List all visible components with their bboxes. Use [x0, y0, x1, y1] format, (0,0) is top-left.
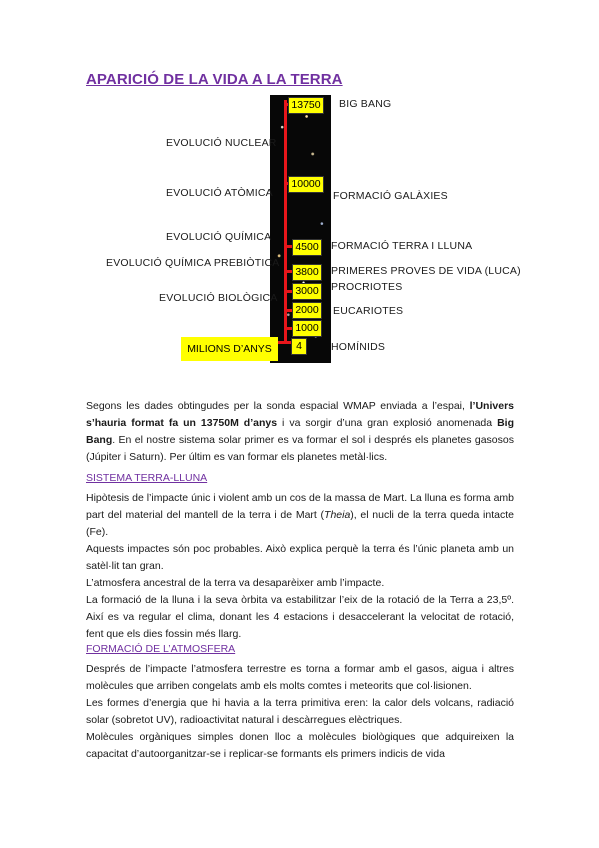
label-evolucio-nuclear: EVOLUCIÓ NUCLEAR [166, 137, 277, 149]
timeline-tick [284, 270, 292, 273]
label-formacio-terra-lluna: FORMACIÓ TERRA I LLUNA [331, 240, 473, 252]
intro-text: . En el nostre sistema solar primer es va formar el sol i després els planetes gasosos (Júpiter i Saturn). Per últim es van formar els planetes metàl·lics. [86, 434, 514, 463]
label-hominids: HOMÍNIDS [331, 341, 386, 353]
intro-text: i va sorgir d’una gran explosió anomenada [277, 417, 498, 429]
paragraph: Les formes d’energia que hi havia a la terra primitiva eren: la calor dels volcans, radiació solar (sobretot UV), radioactivitat natural i descàrregues elèctriques. [86, 697, 514, 726]
section-heading-terra-lluna: SISTEMA TERRA-LLUNA [86, 472, 208, 484]
year-box-2000: 2000 [292, 302, 322, 319]
year-box-4: 4 [291, 338, 307, 355]
intro-bold-text: l’Univers s’hauria format fa un 13750M d’anys [86, 400, 514, 429]
timeline-axis [284, 100, 287, 343]
paragraph: Molècules orgàniques simples donen lloc a molècules biològiques que adquireixen la capacitat d’autoorganitzar-se i replicar-se formants els primers indicis de vida [86, 731, 514, 760]
timeline-tick [284, 327, 292, 330]
label-procriotes: PROCRIOTES [331, 281, 403, 293]
label-evolucio-atomica: EVOLUCIÓ ATÒMICA [166, 187, 273, 199]
paragraph: La formació de la lluna i la seva òrbita va estabilitzar l’eix de la rotació de la Terra a 23,5º. Així es va regular el clima, donant les 4 estacions i desaccelerant la velocitat de rotació, fent que els dies fossin més llarg. [86, 594, 514, 640]
text: Hipòtesis de l’impacte únic i violent amb un cos de la massa de Mart. La lluna es forma amb part del material del mantell de la terra i de Mart ( [86, 492, 514, 521]
section-atmosfera-body [86, 661, 514, 763]
intro-text: Segons les dades obtingudes per la sonda espacial WMAP enviada a l’espai, [86, 400, 470, 412]
timeline-tick [284, 309, 292, 312]
section-terra-lluna-body [86, 490, 514, 643]
page-title: APARICIÓ DE LA VIDA A LA TERRA [86, 71, 343, 88]
label-evolucio-biologica: EVOLUCIÓ BIOLÒGICA [159, 292, 278, 304]
timeline-tick [284, 290, 292, 293]
year-box-10000: 10000 [288, 176, 324, 193]
year-box-13750: 13750 [288, 97, 324, 114]
text: ), el nucli de la terra queda intacte (Fe). [86, 509, 514, 538]
year-box-3800: 3800 [292, 264, 322, 281]
paragraph: Després de l’impacte l’atmosfera terrestre es torna a formar amb el gasos, aigua i altres molècules que arriben congelats amb els molts comtes i meteorits que col·lisionen. [86, 663, 514, 692]
timeline-diagram [0, 0, 599, 380]
label-eucariotes: EUCARIOTES [333, 305, 404, 317]
label-formacio-galaxies: FORMACIÓ GALÀXIES [333, 190, 448, 202]
label-primeres-proves: PRIMERES PROVES DE VIDA (LUCA) [331, 265, 521, 277]
paragraph: L’atmosfera ancestral de la terra va desaparèixer amb l’impacte. [86, 577, 385, 589]
paragraph: Aquests impactes són poc probables. Això explica perquè la terra és l’únic planeta amb un satèl·lit tan gran. [86, 543, 514, 572]
italic-text: Theia [324, 509, 351, 521]
units-label: MILIONS D’ANYS [181, 337, 278, 361]
section-heading-atmosfera: FORMACIÓ DE L’ATMOSFERA [86, 643, 236, 655]
year-box-4500: 4500 [292, 239, 322, 256]
label-evolucio-quimica: EVOLUCIÓ QUÍMICA [166, 231, 272, 243]
timeline-tick [284, 245, 292, 248]
label-big-bang: BIG BANG [339, 98, 392, 110]
label-evolucio-prebiotica: EVOLUCIÓ QUÍMICA PREBIÒTICA [106, 257, 280, 269]
year-box-1000: 1000 [292, 320, 322, 337]
paragraph [86, 490, 514, 541]
intro-bold-text: Big Bang [86, 417, 514, 446]
year-box-3000: 3000 [292, 283, 322, 300]
intro-paragraph [86, 398, 514, 466]
